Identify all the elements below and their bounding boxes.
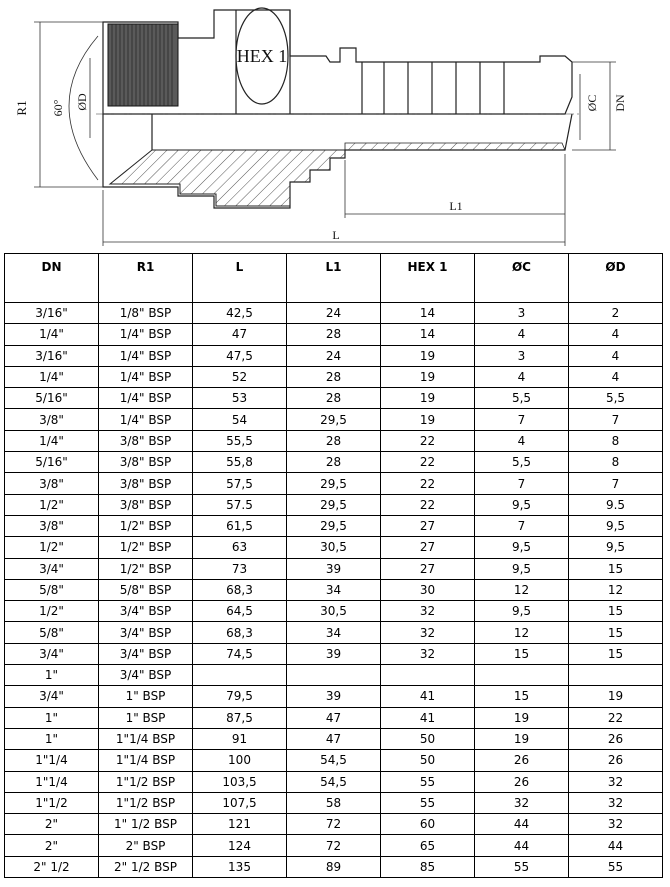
table-cell: 1" 1/2 BSP [99,814,193,835]
col-header-hex1: HEX 1 [381,254,475,303]
table-cell: 7 [569,409,663,430]
col-header-dn: DN [5,254,99,303]
table-cell: 7 [569,473,663,494]
table-cell: 3/8" BSP [99,494,193,515]
table-row [5,409,663,430]
table-cell [475,665,569,686]
table-row [5,579,663,600]
table-cell: 5,5 [569,388,663,409]
table-cell: 22 [381,473,475,494]
table-cell: 12 [475,622,569,643]
table-cell [381,665,475,686]
table-cell: 29,5 [287,494,381,515]
table-cell: 12 [569,579,663,600]
table-cell: 87,5 [193,707,287,728]
table-cell: 47 [193,324,287,345]
table-cell: 3/4" [5,686,99,707]
table-cell: 24 [287,345,381,366]
table-cell: 91 [193,728,287,749]
table-cell: 1/4" BSP [99,388,193,409]
table-cell: 3/16" [5,303,99,324]
table-cell: 19 [381,345,475,366]
table-row [5,792,663,813]
table-cell: 7 [475,473,569,494]
table-cell: 26 [475,771,569,792]
table-cell: 1" [5,665,99,686]
table-cell: 4 [569,366,663,387]
col-header-l1: L1 [287,254,381,303]
table-cell: 50 [381,750,475,771]
oc-label: ØC [585,94,599,112]
table-cell: 64,5 [193,601,287,622]
table-cell: 3/8" [5,473,99,494]
table-cell: 124 [193,835,287,856]
thread-section [108,24,178,106]
table-cell: 22 [569,707,663,728]
table-cell: 63 [193,537,287,558]
table-cell: 3/8" BSP [99,473,193,494]
table-cell: 79,5 [193,686,287,707]
table-cell: 3 [475,303,569,324]
table-cell: 74,5 [193,643,287,664]
table-cell: 12 [475,579,569,600]
table-row [5,388,663,409]
table-cell: 28 [287,324,381,345]
table-row [5,686,663,707]
table-cell: 19 [569,686,663,707]
table-cell: 1/4" BSP [99,345,193,366]
table-cell [287,665,381,686]
table-cell [193,665,287,686]
table-cell: 5/8" [5,579,99,600]
table-cell: 44 [475,814,569,835]
table-cell: 15 [475,643,569,664]
table-cell: 1/2" [5,601,99,622]
table-cell: 55,5 [193,430,287,451]
table-cell: 1"1/4 [5,771,99,792]
table-cell: 3/4" BSP [99,601,193,622]
table-row [5,366,663,387]
table-cell: 1/8" BSP [99,303,193,324]
table-cell: 7 [475,409,569,430]
table-cell: 3/8" [5,515,99,536]
table-cell: 19 [475,728,569,749]
table-cell: 54 [193,409,287,430]
table-cell: 1"1/4 [5,750,99,771]
table-cell: 26 [569,728,663,749]
table-row [5,643,663,664]
table-cell: 9,5 [475,537,569,558]
table-cell: 4 [475,366,569,387]
table-cell: 39 [287,686,381,707]
table-cell: 28 [287,366,381,387]
spec-table [4,253,663,878]
table-cell: 15 [475,686,569,707]
table-cell: 47 [287,728,381,749]
table-cell: 1"1/4 BSP [99,728,193,749]
table-cell: 27 [381,537,475,558]
table-row [5,622,663,643]
table-cell: 100 [193,750,287,771]
table-cell: 2" 1/2 [5,856,99,877]
table-cell: 39 [287,643,381,664]
table-cell: 9,5 [475,558,569,579]
table-cell: 2" [5,835,99,856]
table-cell: 3/8" BSP [99,452,193,473]
table-cell: 3 [475,345,569,366]
table-cell: 9,5 [569,515,663,536]
table-cell: 85 [381,856,475,877]
table-cell: 1" BSP [99,686,193,707]
table-cell: 26 [569,750,663,771]
table-cell: 1/2" [5,537,99,558]
table-cell: 15 [569,622,663,643]
table-cell: 1/4" [5,324,99,345]
table-cell: 3/4" BSP [99,643,193,664]
table-row [5,324,663,345]
technical-drawing [0,0,670,252]
table-cell: 1/2" [5,494,99,515]
dn-label: DN [613,94,627,112]
table-row [5,303,663,324]
table-cell: 1/4" BSP [99,324,193,345]
table-cell: 27 [381,558,475,579]
l-label: L [332,228,340,242]
table-cell: 34 [287,622,381,643]
table-cell: 19 [475,707,569,728]
table-cell: 8 [569,452,663,473]
table-cell: 89 [287,856,381,877]
table-cell: 44 [475,835,569,856]
table-cell: 1/2" BSP [99,558,193,579]
table-cell: 3/4" [5,643,99,664]
table-cell: 54,5 [287,771,381,792]
table-cell: 26 [475,750,569,771]
table-row [5,473,663,494]
table-cell: 42,5 [193,303,287,324]
table-cell: 22 [381,452,475,473]
table-cell: 47,5 [193,345,287,366]
table-cell: 19 [381,366,475,387]
table-cell: 2" 1/2 BSP [99,856,193,877]
table-cell: 2 [569,303,663,324]
table-cell: 32 [475,792,569,813]
table-cell: 52 [193,366,287,387]
table-cell: 15 [569,643,663,664]
table-cell: 28 [287,388,381,409]
table-cell: 3/4" BSP [99,622,193,643]
table-cell: 32 [569,771,663,792]
table-cell: 3/8" BSP [99,430,193,451]
table-cell: 5,5 [475,388,569,409]
table-cell: 54,5 [287,750,381,771]
table-cell: 1"1/2 BSP [99,792,193,813]
table-row [5,345,663,366]
table-cell: 5/8" [5,622,99,643]
table-cell: 47 [287,707,381,728]
angle-label: 60° [51,99,65,117]
table-cell: 39 [287,558,381,579]
table-cell: 4 [475,324,569,345]
table-cell: 22 [381,430,475,451]
table-row [5,665,663,686]
table-row [5,814,663,835]
table-cell: 55,8 [193,452,287,473]
table-cell: 5/8" BSP [99,579,193,600]
table-row [5,515,663,536]
table-cell: 41 [381,686,475,707]
table-cell: 2" [5,814,99,835]
table-cell: 30,5 [287,601,381,622]
table-cell: 15 [569,601,663,622]
table-row [5,771,663,792]
col-header-oc: ØC [475,254,569,303]
table-cell: 50 [381,728,475,749]
table-cell: 53 [193,388,287,409]
l1-label: L1 [449,199,463,213]
table-cell: 9,5 [475,601,569,622]
table-cell: 1"1/2 [5,792,99,813]
table-cell: 29,5 [287,515,381,536]
table-cell: 14 [381,324,475,345]
table-cell: 55 [475,856,569,877]
table-cell: 5/16" [5,388,99,409]
table-cell: 44 [569,835,663,856]
table-cell: 4 [569,324,663,345]
table-row [5,835,663,856]
table-cell: 15 [569,558,663,579]
hex-label: HEX 1 [236,46,288,66]
table-cell: 28 [287,452,381,473]
table-cell: 65 [381,835,475,856]
table-row [5,537,663,558]
table-cell: 8 [569,430,663,451]
table-cell: 107,5 [193,792,287,813]
table-cell: 1" [5,728,99,749]
table-cell: 22 [381,494,475,515]
table-cell: 73 [193,558,287,579]
table-cell: 57,5 [193,473,287,494]
table-cell: 30,5 [287,537,381,558]
table-cell: 1/4" [5,366,99,387]
table-cell: 3/16" [5,345,99,366]
table-cell: 121 [193,814,287,835]
table-cell: 55 [381,792,475,813]
table-cell: 1/4" [5,430,99,451]
table-body [5,303,663,878]
table-cell: 7 [475,515,569,536]
table-cell: 4 [569,345,663,366]
fitting-drawing-svg [0,0,670,252]
table-cell: 32 [569,814,663,835]
table-row [5,494,663,515]
table-cell: 3/8" [5,409,99,430]
table-cell: 32 [569,792,663,813]
table-cell: 1/4" BSP [99,366,193,387]
table-cell [569,665,663,686]
table-cell: 72 [287,835,381,856]
table-cell: 55 [381,771,475,792]
r1-label: R1 [14,100,29,116]
table-cell: 3/4" [5,558,99,579]
table-cell: 30 [381,579,475,600]
table-cell: 135 [193,856,287,877]
table-cell: 1/2" BSP [99,537,193,558]
table-row [5,750,663,771]
table-cell: 57.5 [193,494,287,515]
table-cell: 5/16" [5,452,99,473]
table-cell: 14 [381,303,475,324]
table-cell: 28 [287,430,381,451]
od-label: ØD [75,93,89,111]
table-row [5,558,663,579]
col-header-od: ØD [569,254,663,303]
table-row [5,856,663,877]
table-cell: 29,5 [287,409,381,430]
table-cell: 27 [381,515,475,536]
table-cell: 1" [5,707,99,728]
table-cell: 32 [381,643,475,664]
table-row [5,430,663,451]
table-cell: 68,3 [193,622,287,643]
table-cell: 19 [381,388,475,409]
table-cell: 5,5 [475,452,569,473]
table-cell: 3/4" BSP [99,665,193,686]
table-cell: 19 [381,409,475,430]
table-row [5,728,663,749]
table-cell: 32 [381,601,475,622]
table-cell: 34 [287,579,381,600]
table-cell: 1"1/4 BSP [99,750,193,771]
table-cell: 4 [475,430,569,451]
table-cell: 55 [569,856,663,877]
col-header-r1: R1 [99,254,193,303]
table-cell: 68,3 [193,579,287,600]
table-cell: 24 [287,303,381,324]
table-row [5,601,663,622]
table-cell: 1" BSP [99,707,193,728]
table-cell: 1/4" BSP [99,409,193,430]
table-cell: 2" BSP [99,835,193,856]
col-header-l: L [193,254,287,303]
table-cell: 61,5 [193,515,287,536]
table-cell: 9.5 [569,494,663,515]
table-cell: 9,5 [475,494,569,515]
table-cell: 58 [287,792,381,813]
table-cell: 41 [381,707,475,728]
table-cell: 103,5 [193,771,287,792]
table-cell: 32 [381,622,475,643]
table-cell: 72 [287,814,381,835]
table-cell: 29,5 [287,473,381,494]
table-row [5,452,663,473]
table-cell: 1/2" BSP [99,515,193,536]
table-cell: 9,5 [569,537,663,558]
hatched-barb-section [345,143,565,150]
table-header-row [5,254,663,303]
hatched-section [110,150,345,206]
table-row [5,707,663,728]
table-cell: 1"1/2 BSP [99,771,193,792]
table-cell: 60 [381,814,475,835]
